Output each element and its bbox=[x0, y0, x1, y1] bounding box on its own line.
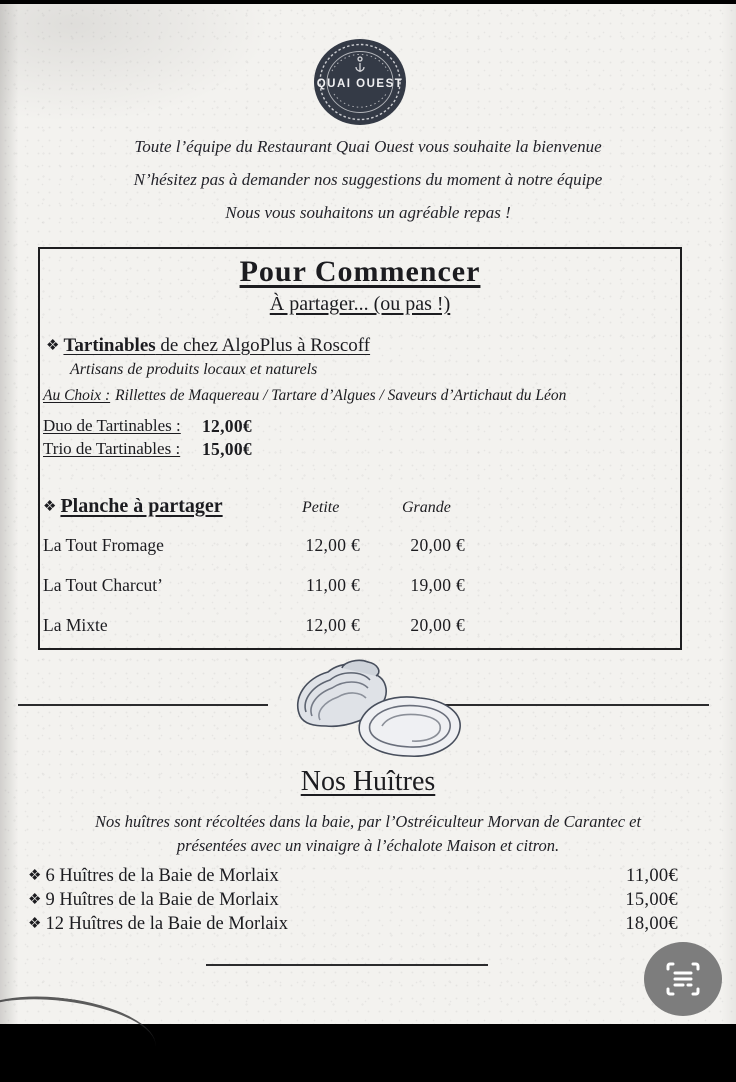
choice-label: Au Choix : bbox=[43, 387, 111, 404]
oysters-drawing-icon bbox=[282, 656, 482, 768]
oyster-illustration bbox=[282, 656, 482, 768]
option-label: Duo de Tartinables : bbox=[43, 416, 181, 435]
oysters-description-line-2: présentées avec un vinaigre à l’échalote Maison et citron. bbox=[176, 836, 560, 855]
oyster-item-price: 15,00€ bbox=[625, 890, 678, 910]
table-row bbox=[43, 535, 643, 556]
diamond-bullet-icon: ❖ bbox=[28, 868, 42, 884]
option-row bbox=[43, 416, 252, 436]
diamond-bullet-icon: ❖ bbox=[28, 916, 42, 932]
list-item bbox=[28, 914, 678, 935]
option-price: 12,00€ bbox=[202, 416, 252, 436]
list-item bbox=[28, 866, 678, 887]
diamond-bullet-icon: ❖ bbox=[28, 892, 42, 908]
oyster-item-name: 9 Huîtres de la Baie de Morlaix bbox=[45, 890, 279, 910]
welcome-message bbox=[0, 130, 736, 229]
starters-section-box bbox=[38, 247, 682, 650]
row-price-petite: 12,00 € bbox=[305, 535, 360, 555]
tartinables-choices-line bbox=[43, 387, 566, 405]
restaurant-logo bbox=[312, 38, 408, 126]
option-row bbox=[43, 439, 252, 459]
tartinables-name-suffix: de chez AlgoPlus à Roscoff bbox=[155, 335, 371, 356]
option-price: 15,00€ bbox=[202, 439, 252, 459]
row-price-grande: 20,00 € bbox=[410, 535, 465, 555]
column-header-petite: Petite bbox=[302, 499, 340, 516]
diamond-bullet-icon: ❖ bbox=[46, 338, 60, 354]
choice-values: Rillettes de Maquereau / Tartare d’Algues / Saveurs d’Artichaut du Léon bbox=[115, 387, 567, 404]
starters-subtitle: À partager... (ou pas !) bbox=[269, 293, 451, 315]
oysters-title: Nos Huîtres bbox=[300, 766, 436, 797]
paper-edge-shadow bbox=[0, 987, 160, 1082]
tartinables-heading bbox=[46, 335, 370, 357]
row-price-petite: 11,00 € bbox=[306, 575, 360, 595]
bottom-divider-line bbox=[206, 964, 488, 966]
oyster-item-price: 11,00€ bbox=[626, 866, 678, 886]
welcome-line-3: Nous vous souhaitons un agréable repas ! bbox=[225, 203, 511, 222]
oysters-description bbox=[0, 810, 736, 858]
oyster-item-name: 12 Huîtres de la Baie de Morlaix bbox=[45, 914, 288, 934]
welcome-line-2: N’hésitez pas à demander nos suggestions du moment à notre équipe bbox=[133, 170, 603, 189]
row-name: La Tout Charcut’ bbox=[43, 575, 163, 595]
row-name: La Mixte bbox=[43, 615, 108, 635]
planche-title: Planche à partager bbox=[60, 495, 223, 517]
section-divider-line-left bbox=[18, 704, 268, 706]
row-price-grande: 20,00 € bbox=[410, 615, 465, 635]
tartinables-name: Tartinables bbox=[63, 335, 156, 356]
starters-title: Pour Commencer bbox=[239, 255, 481, 288]
diamond-bullet-icon: ❖ bbox=[43, 499, 57, 515]
oyster-item-price: 18,00€ bbox=[625, 914, 678, 934]
tartinables-description: Artisans de produits locaux et naturels bbox=[70, 361, 318, 378]
row-name: La Tout Fromage bbox=[43, 535, 164, 555]
welcome-line-1: Toute l’équipe du Restaurant Quai Ouest vous souhaite la bienvenue bbox=[134, 137, 602, 156]
logo-text: QUAI OUEST bbox=[316, 78, 404, 90]
logo-stamp-icon bbox=[312, 38, 408, 126]
table-row bbox=[43, 575, 643, 596]
oyster-item-name: 6 Huîtres de la Baie de Morlaix bbox=[45, 866, 279, 886]
row-price-grande: 19,00 € bbox=[410, 575, 465, 595]
text-scan-icon bbox=[662, 958, 704, 1000]
menu-paper bbox=[0, 4, 736, 1024]
list-item bbox=[28, 890, 678, 911]
column-header-grande: Grande bbox=[402, 499, 451, 516]
table-row bbox=[43, 615, 643, 636]
scan-button[interactable] bbox=[644, 942, 722, 1016]
top-letterbox-bar bbox=[0, 0, 736, 4]
option-label: Trio de Tartinables : bbox=[43, 439, 181, 458]
row-price-petite: 12,00 € bbox=[305, 615, 360, 635]
oysters-description-line-1: Nos huîtres sont récoltées dans la baie, par l’Ostréiculteur Morvan de Carantec et bbox=[94, 812, 642, 831]
planche-heading bbox=[43, 495, 223, 518]
